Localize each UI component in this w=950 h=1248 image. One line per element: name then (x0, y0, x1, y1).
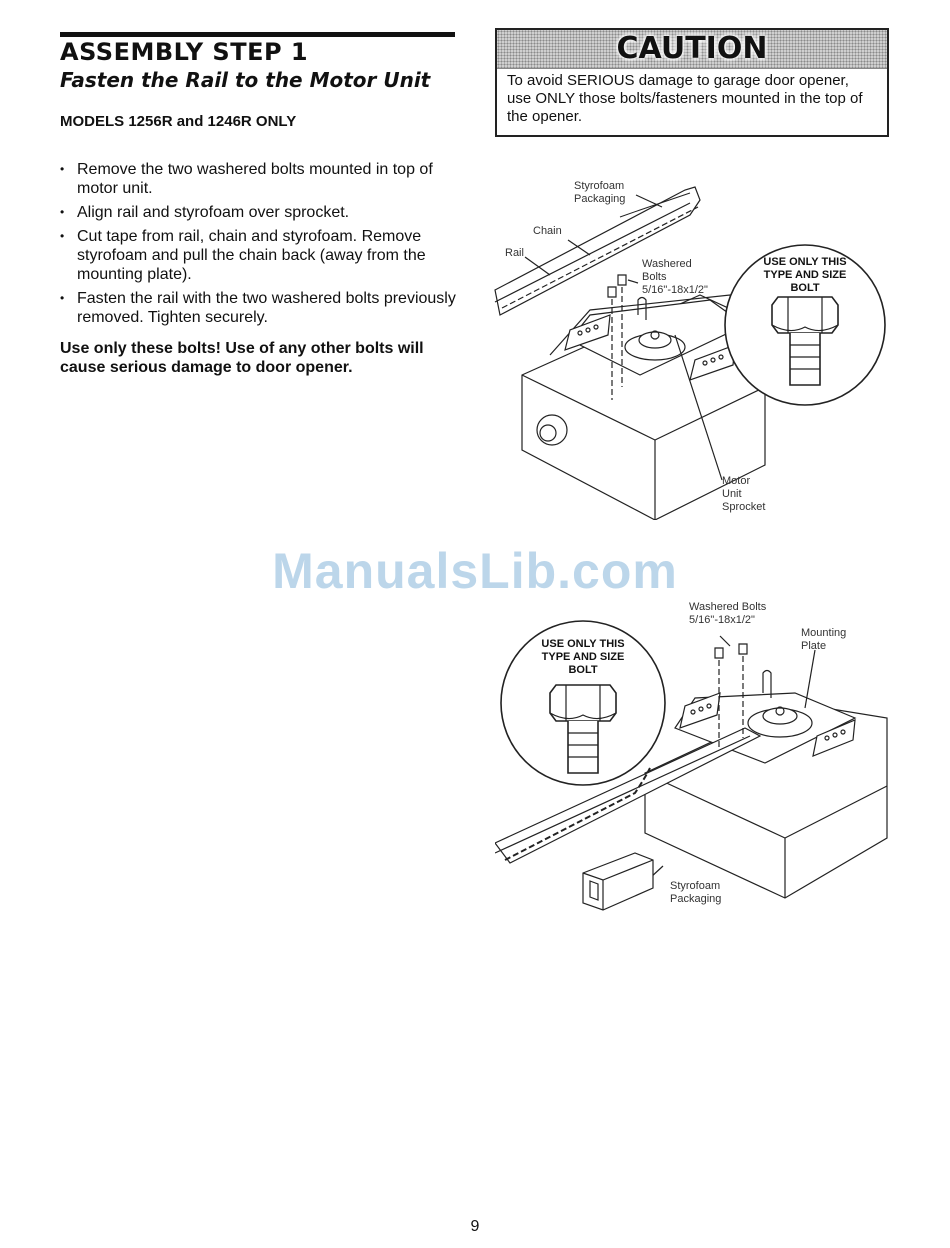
figure-rail-over-sprocket (490, 175, 890, 520)
label-mounting-plate: Mounting Plate (801, 627, 847, 652)
instruction-list (58, 160, 458, 332)
bolt-callout-1: USE ONLY THIS TYPE AND SIZE BOLT (763, 256, 847, 294)
bolt-callout-2: USE ONLY THIS TYPE AND SIZE BOLT (541, 638, 625, 676)
label-styrofoam-2: Styrofoam Packaging (670, 880, 722, 905)
label-washered-bolts-2: Washered Bolts 5/16"-18x1/2" (689, 601, 767, 626)
instruction-item: • Cut tape from rail, chain and styrofoam. Remove styrofoam and pull the chain back (away from the mounting plate). (58, 227, 458, 284)
step-title: ASSEMBLY STEP 1 (60, 38, 309, 66)
label-styrofoam: Styrofoam Packaging (574, 180, 626, 205)
caution-text: To avoid SERIOUS damage to garage door opener, use ONLY those bolts/fasteners mounted in the top of the opener. (507, 72, 863, 125)
title-rule (60, 32, 455, 37)
instruction-item: • Align rail and styrofoam over sprocket. (58, 203, 458, 222)
instruction-item: • Fasten the rail with the two washered bolts previously removed. Tighten securely. (58, 289, 458, 327)
instruction-item: • Remove the two washered bolts mounted in top of motor unit. (58, 160, 458, 198)
page-number: 9 (470, 1218, 480, 1235)
label-rail: Rail (505, 247, 524, 259)
bolt-warning: Use only these bolts! Use of any other bolts will cause serious damage to door opener. (60, 340, 424, 376)
watermark: ManualsLib.com (272, 543, 678, 599)
step-subtitle: Fasten the Rail to the Motor Unit (60, 68, 431, 92)
label-washered-bolts: Washered Bolts 5/16"-18x1/2" (642, 258, 708, 296)
label-chain: Chain (533, 225, 562, 237)
caution-title: CAUTION (616, 31, 768, 66)
caution-banner (497, 30, 887, 69)
figure-fasten-rail (495, 598, 895, 918)
label-motor-sprocket: Motor Unit Sprocket (722, 475, 766, 513)
models-note: MODELS 1256R and 1246R ONLY (60, 113, 297, 130)
caution-box (495, 28, 889, 137)
